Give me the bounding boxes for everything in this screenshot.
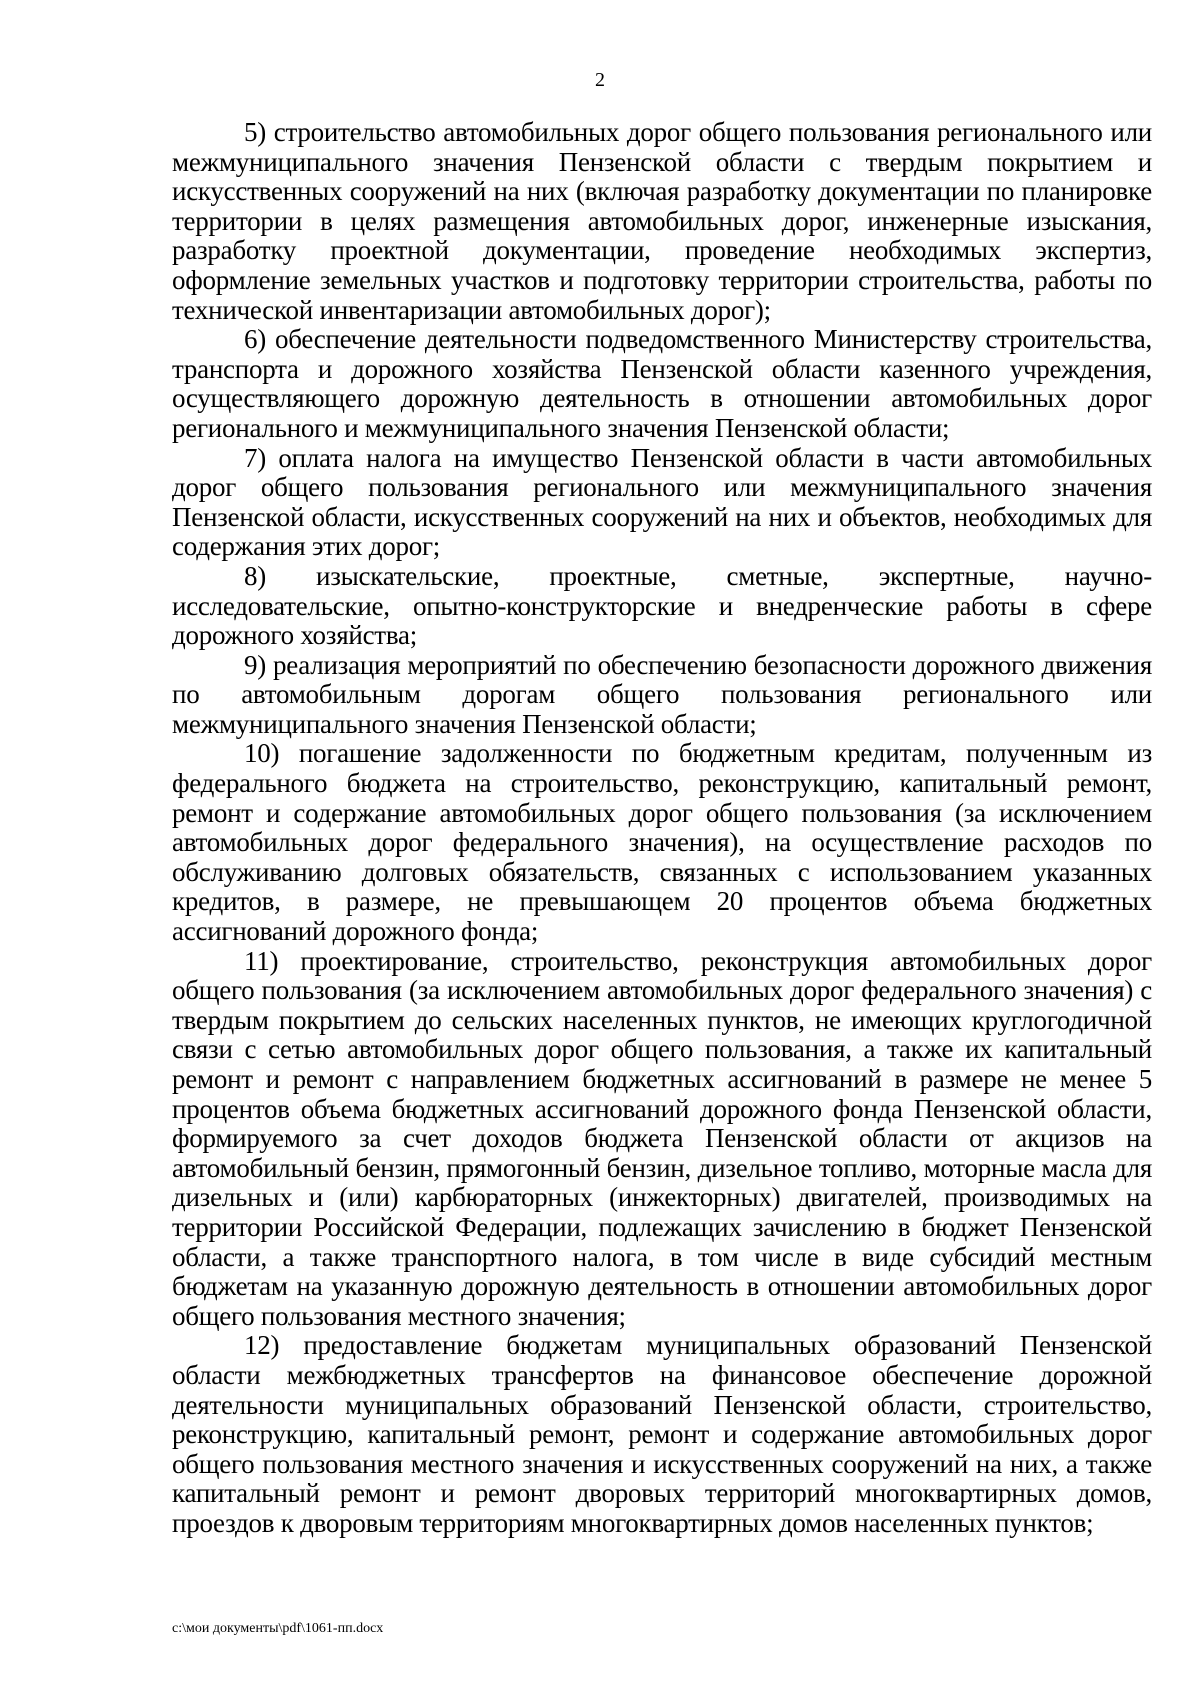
paragraph-item-10: 10) погашение задолженности по бюджетным кредитам, полученным из федерального бюджета на строительство, реконструкцию, капитальный ремонт, ремонт и содержание автомобильных дорог общего пользования (за исключением автомобильных дорог федерального значения), на осуществление расходов по обслуживанию долговых обязательств, связанных с использованием указанных кредитов, в размере, не превышающем 20 процентов объема бюджетных ассигнований дорожного фонда;	[172, 738, 1152, 947]
paragraph-item-11: 11) проектирование, строительство, реконструкция автомобильных дорог общего пользования (за исключением автомобильных дорог федерального значения) с твердым покрытием до сельских населенных пунктов, не имеющих круглогодичной связи с сетью автомобильных дорог общего пользования, а также их капитальный ремонт и ремонт с направлением бюджетных ассигнований в размере не менее 5 процентов объема бюджетных ассигнований дорожного фонда Пензенской области, формируемого за счет доходов бюджета Пензенской области от акцизов на автомобильный бензин, прямогонный бензин, дизельное топливо, моторные масла для дизельных и (или) карбюраторных (инжекторных) двигателей, производимых на территории Российской Федерации, подлежащих зачислению в бюджет Пензенской области, а также транспортного налога, в том числе в виде субсидий местным бюджетам на указанную дорожную деятельность в отношении автомобильных дорог общего пользования местного значения;	[172, 945, 1152, 1331]
page-number: 2	[595, 69, 605, 91]
footer-file-path: c:\мои документы\pdf\1061-пп.docx	[172, 1621, 384, 1636]
paragraph-item-8: 8) изыскательские, проектные, сметные, экспертные, научно-исследовательские, опытно-конструкторские и внедренческие работы в сфере дорожного хозяйства;	[172, 560, 1152, 651]
paragraph-item-7: 7) оплата налога на имущество Пензенской области в части автомобильных дорог общего пользования регионального или межмуниципального значения Пензенской области, искусственных сооружений на них и объектов, необходимых для содержания этих дорог;	[172, 442, 1152, 562]
paragraph-item-5: 5) строительство автомобильных дорог общего пользования регионального или межмуниципального значения Пензенской области с твердым покрытием и искусственных сооружений на них (включая разработку документации по планировке территории в целях размещения автомобильных дорог, инженерные изыскания, разработку проектной документации, проведение необходимых экспертиз, оформление земельных участков и подготовку территории строительства, работы по технической инвентаризации автомобильных дорог);	[172, 117, 1152, 325]
paragraph-item-9: 9) реализация мероприятий по обеспечению безопасности дорожного движения по автомобильным дорогам общего пользования регионального или межмуниципального значения Пензенской области;	[172, 649, 1152, 739]
paragraph-item-6: 6) обеспечение деятельности подведомственного Министерству строительства, транспорта и дорожного хозяйства Пензенской области казенного учреждения, осуществляющего дорожную деятельность в отношении автомобильных дорог регионального и межмуниципального значения Пензенской области;	[172, 324, 1152, 443]
paragraph-item-12: 12) предоставление бюджетам муниципальных образований Пензенской области межбюджетных трансфертов на финансовое обеспечение дорожной деятельности муниципальных образований Пензенской области, строительство, реконструкцию, капитальный ремонт, ремонт и содержание автомобильных дорог общего пользования местного значения и искусственных сооружений на них, а также капитальный ремонт и ремонт дворовых территорий многоквартирных домов, проездов к дворовым территориям многоквартирных домов населенных пунктов;	[172, 1330, 1152, 1538]
document-body	[172, 118, 1152, 1539]
